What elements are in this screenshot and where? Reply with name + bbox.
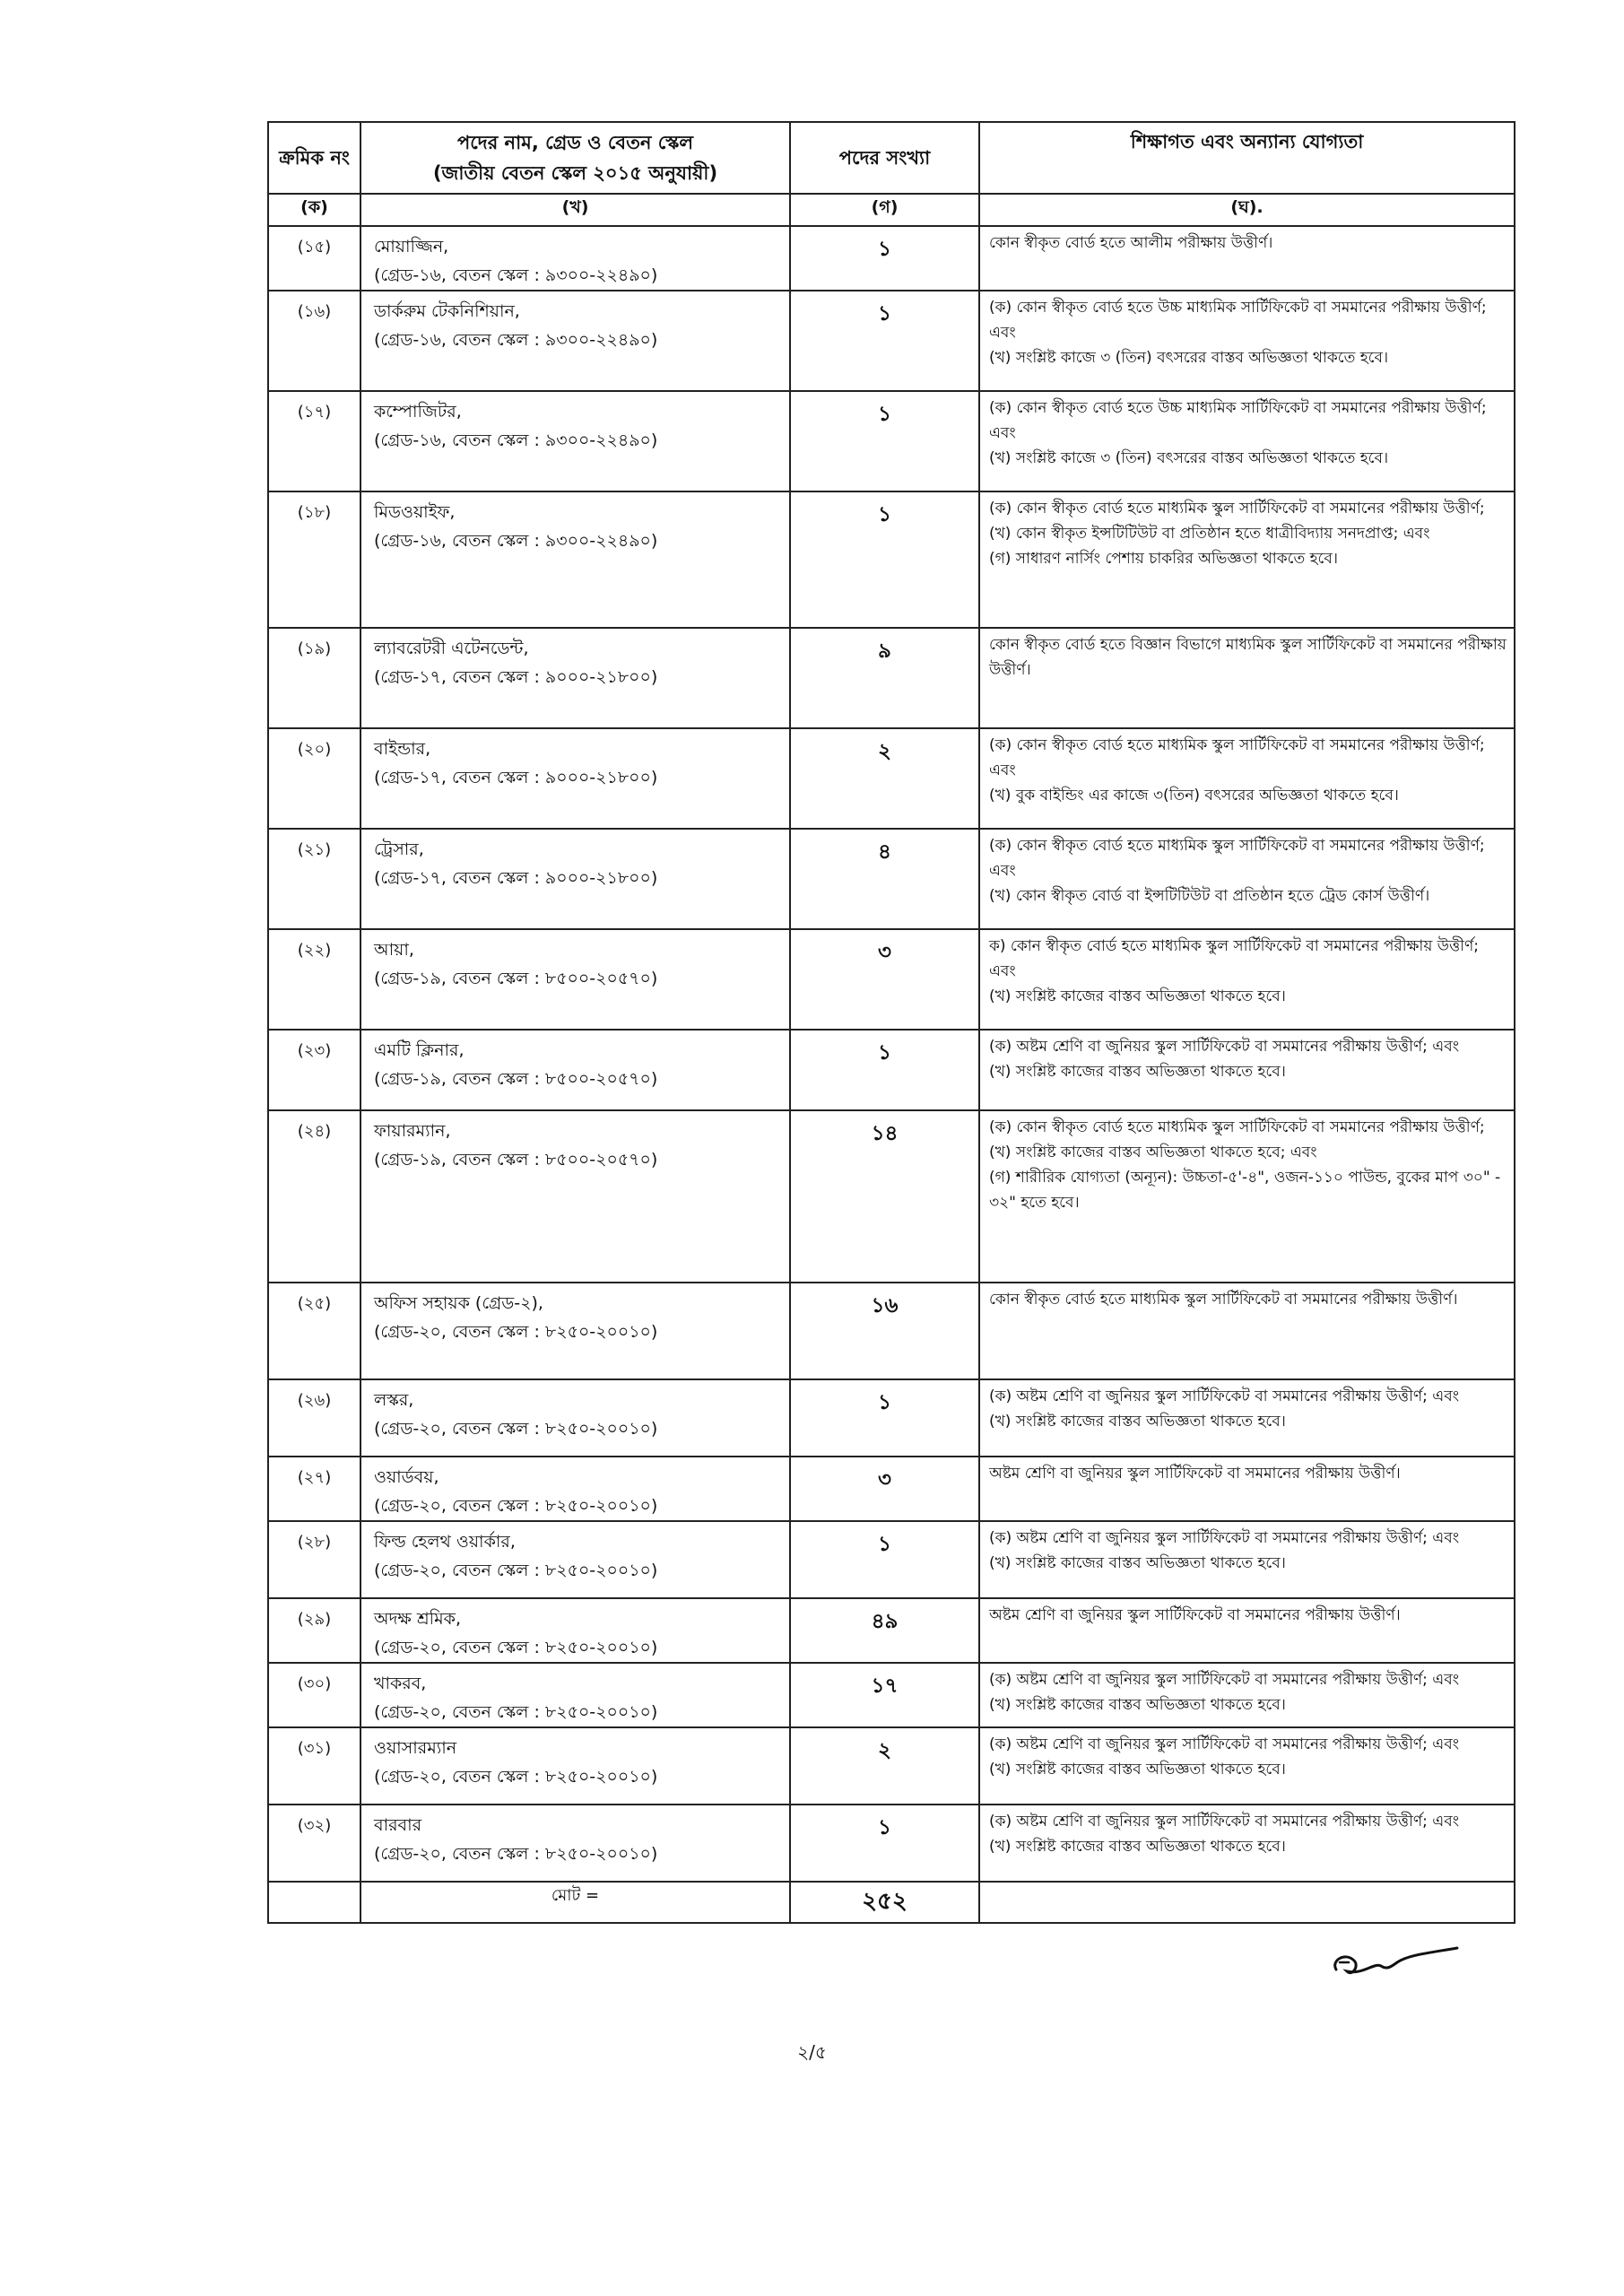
row-serial: (২৩) (268, 1030, 360, 1110)
row-post-count: ৯ (790, 628, 979, 728)
header-count: পদের সংখ্যা (790, 122, 979, 194)
row-pay-scale: (গ্রেড-১৯, বেতন স্কেল : ৮৫০০-২০৫৭০) (374, 969, 658, 988)
row-post-count: ৪ (790, 829, 979, 929)
row-post-cell (360, 929, 790, 1030)
row-post-cell (360, 1379, 790, 1457)
row-post-count: ১ (790, 291, 979, 391)
qualification-line: (খ) সংশ্লিষ্ট কাজের বাস্তব অভিজ্ঞতা থাকতে হবে। (989, 1696, 1286, 1714)
row-qualification (979, 491, 1515, 628)
row-serial: (১৫) (268, 226, 360, 291)
row-serial: (২৪) (268, 1110, 360, 1283)
row-serial: (১৮) (268, 491, 360, 628)
row-post-count: ১ (790, 1379, 979, 1457)
row-post-name: ওয়ার্ডবয়, (374, 1467, 439, 1487)
qualification-line: (খ) সংশ্লিষ্ট কাজের বাস্তব অভিজ্ঞতা থাকতে হবে। (989, 987, 1286, 1005)
row-post-name: অফিস সহায়ক (গ্রেড-২), (374, 1293, 543, 1313)
qualification-line: (খ) কোন স্বীকৃত ইন্সটিটিউট বা প্রতিষ্ঠান হতে ধাত্রীবিদ্যায় সনদপ্রাপ্ত; এবং (989, 525, 1430, 543)
row-post-cell (360, 391, 790, 491)
row-post-cell (360, 291, 790, 391)
row-post-name: লস্কর, (374, 1390, 414, 1410)
row-qualification (979, 728, 1515, 829)
row-post-name: মোয়াজ্জিন, (374, 237, 449, 257)
qualification-line: (ক) অষ্টম শ্রেণি বা জুনিয়র স্কুল সার্টিফিকেট বা সমমানের পরীক্ষায় উত্তীর্ণ; এবং (989, 1813, 1460, 1831)
row-pay-scale: (গ্রেড-২০, বেতন স্কেল : ৮২৫০-২০০১০) (374, 1322, 658, 1342)
row-post-count: ১ (790, 1521, 979, 1598)
table-row (268, 1805, 1515, 1882)
column-letter: (ঘ). (979, 194, 1515, 226)
row-pay-scale: (গ্রেড-১৬, বেতন স্কেল : ৯৩০০-২২৪৯০) (374, 430, 658, 450)
job-vacancy-table (267, 121, 1515, 1924)
page-number: ২/৫ (797, 2041, 827, 2063)
row-qualification (979, 829, 1515, 929)
row-post-cell (360, 628, 790, 728)
header-post (360, 122, 790, 194)
qualification-line: কোন স্বীকৃত বোর্ড হতে বিজ্ঞান বিভাগে মাধ্যমিক স্কুল সার্টিফিকেট বা সমমানের পরীক্ষায় উত্তীর্ণ। (989, 636, 1507, 679)
total-value: ২৫২ (790, 1882, 979, 1923)
row-qualification (979, 1598, 1515, 1663)
row-post-count: ৩ (790, 929, 979, 1030)
row-post-count: ১৬ (790, 1283, 979, 1379)
row-qualification (979, 628, 1515, 728)
header-row (268, 122, 1515, 194)
table-body (268, 226, 1515, 1882)
row-qualification (979, 929, 1515, 1030)
qualification-line: অষ্টম শ্রেণি বা জুনিয়র স্কুল সার্টিফিকেট বা সমমানের পরীক্ষায় উত্তীর্ণ। (989, 1465, 1401, 1483)
row-qualification (979, 1379, 1515, 1457)
table-row (268, 1379, 1515, 1457)
qualification-line: (খ) বুক বাইন্ডিং এর কাজে ৩(তিন) বৎসরের অভিজ্ঞতা থাকতে হবে। (989, 787, 1399, 804)
signature (1327, 1935, 1462, 1989)
row-qualification (979, 1030, 1515, 1110)
table-row (268, 1663, 1515, 1727)
row-qualification (979, 1283, 1515, 1379)
row-post-cell (360, 226, 790, 291)
qualification-line: কোন স্বীকৃত বোর্ড হতে আলীম পরীক্ষায় উত্তীর্ণ। (989, 234, 1273, 252)
table-row (268, 1110, 1515, 1283)
qualification-line: (খ) সংশ্লিষ্ট কাজের বাস্তব অভিজ্ঞতা থাকতে হবে। (989, 1838, 1286, 1856)
table-row (268, 491, 1515, 628)
qualification-line: (ক) কোন স্বীকৃত বোর্ড হতে মাধ্যমিক স্কুল সার্টিফিকেট বা সমমানের পরীক্ষায় উত্তীর্ণ; (989, 500, 1485, 517)
row-post-name: বারবার (374, 1815, 422, 1835)
qualification-line: (ক) কোন স্বীকৃত বোর্ড হতে উচ্চ মাধ্যমিক সার্টিফিকেট বা সমমানের পরীক্ষায় উত্তীর্ণ; এবং (989, 399, 1487, 442)
table-row (268, 291, 1515, 391)
row-post-cell (360, 829, 790, 929)
row-post-name: কম্পোজিটর, (374, 402, 462, 422)
table-row (268, 829, 1515, 929)
qualification-line: (গ) শারীরিক যোগ্যতা (অন্যূন): উচ্চতা-৫'-৪", ওজন-১১০ পাউন্ড, বুকের মাপ ৩০" - ৩২" হতে হবে। (989, 1169, 1501, 1212)
row-qualification (979, 1521, 1515, 1598)
row-post-cell (360, 1030, 790, 1110)
row-post-name: আয়া, (374, 940, 414, 960)
qualification-line: (খ) সংশ্লিষ্ট কাজে ৩ (তিন) বৎসরের বাস্তব অভিজ্ঞতা থাকতে হবে। (989, 349, 1389, 367)
row-serial: (২০) (268, 728, 360, 829)
row-serial: (২৮) (268, 1521, 360, 1598)
row-pay-scale: (গ্রেড-১৯, বেতন স্কেল : ৮৫০০-২০৫৭০) (374, 1150, 658, 1170)
row-post-name: ল্যাবরেটরী এটেনডেন্ট, (374, 639, 529, 658)
table-row (268, 1030, 1515, 1110)
row-post-count: ২ (790, 728, 979, 829)
header-qualification: শিক্ষাগত এবং অন্যান্য যোগ্যতা (979, 122, 1515, 194)
row-post-cell (360, 1521, 790, 1598)
row-post-cell (360, 1805, 790, 1882)
table-row (268, 1283, 1515, 1379)
column-letter: (গ) (790, 194, 979, 226)
row-serial: (২৫) (268, 1283, 360, 1379)
qualification-line: (ক) অষ্টম শ্রেণি বা জুনিয়র স্কুল সার্টিফিকেট বা সমমানের পরীক্ষায় উত্তীর্ণ; এবং (989, 1671, 1460, 1689)
qualification-line: (খ) সংশ্লিষ্ট কাজের বাস্তব অভিজ্ঞতা থাকতে হবে। (989, 1413, 1286, 1431)
qualification-line: (ক) অষ্টম শ্রেণি বা জুনিয়র স্কুল সার্টিফিকেট বা সমমানের পরীক্ষায় উত্তীর্ণ; এবং (989, 1387, 1460, 1405)
row-pay-scale: (গ্রেড-২০, বেতন স্কেল : ৮২৫০-২০০১০) (374, 1638, 658, 1657)
row-pay-scale: (গ্রেড-২০, বেতন স্কেল : ৮২৫০-২০০১০) (374, 1702, 658, 1722)
qualification-line: ক) কোন স্বীকৃত বোর্ড হতে মাধ্যমিক স্কুল সার্টিফিকেট বা সমমানের পরীক্ষায় উত্তীর্ণ; এবং (989, 937, 1480, 980)
row-pay-scale: (গ্রেড-১৬, বেতন স্কেল : ৯৩০০-২২৪৯০) (374, 330, 658, 350)
row-serial: (৩১) (268, 1727, 360, 1805)
total-empty-cell (268, 1882, 360, 1923)
table-row (268, 1598, 1515, 1663)
row-serial: (১৭) (268, 391, 360, 491)
qualification-line: কোন স্বীকৃত বোর্ড হতে মাধ্যমিক স্কুল সার্টিফিকেট বা সমমানের পরীক্ষায় উত্তীর্ণ। (989, 1291, 1458, 1309)
row-serial: (২১) (268, 829, 360, 929)
header-post-title: পদের নাম, গ্রেড ও বেতন স্কেল (456, 132, 694, 153)
qualification-line: (খ) সংশ্লিষ্ট কাজে ৩ (তিন) বৎসরের বাস্তব অভিজ্ঞতা থাকতে হবে। (989, 449, 1389, 467)
row-post-count: ১ (790, 391, 979, 491)
header-serial: ক্রমিক নং (268, 122, 360, 194)
row-pay-scale: (গ্রেড-২০, বেতন স্কেল : ৮২৫০-২০০১০) (374, 1767, 658, 1787)
table-row (268, 1521, 1515, 1598)
row-post-name: ডার্করুম টেকনিশিয়ান, (374, 301, 520, 321)
qualification-line: (খ) কোন স্বীকৃত বোর্ড বা ইন্সটিটিউট বা প্রতিষ্ঠান হতে ট্রেড কোর্স উত্তীর্ণ। (989, 887, 1430, 905)
qualification-line: (ক) কোন স্বীকৃত বোর্ড হতে মাধ্যমিক স্কুল সার্টিফিকেট বা সমমানের পরীক্ষায় উত্তীর্ণ; এবং (989, 736, 1485, 779)
qualification-line: (ক) অষ্টম শ্রেণি বা জুনিয়র স্কুল সার্টিফিকেট বা সমমানের পরীক্ষায় উত্তীর্ণ; এবং (989, 1529, 1460, 1547)
row-post-count: ১৪ (790, 1110, 979, 1283)
qualification-line: অষ্টম শ্রেণি বা জুনিয়র স্কুল সার্টিফিকেট বা সমমানের পরীক্ষায় উত্তীর্ণ। (989, 1606, 1401, 1624)
row-post-count: ১ (790, 1030, 979, 1110)
row-serial: (২৯) (268, 1598, 360, 1663)
row-pay-scale: (গ্রেড-২০, বেতন স্কেল : ৮২৫০-২০০১০) (374, 1561, 658, 1580)
row-pay-scale: (গ্রেড-১৭, বেতন স্কেল : ৯০০০-২১৮০০) (374, 768, 658, 787)
table-row (268, 628, 1515, 728)
row-pay-scale: (গ্রেড-২০, বেতন স্কেল : ৮২৫০-২০০১০) (374, 1496, 658, 1516)
table-row (268, 728, 1515, 829)
row-post-cell (360, 1283, 790, 1379)
row-post-cell (360, 491, 790, 628)
row-post-cell (360, 1457, 790, 1521)
row-pay-scale: (গ্রেড-১৬, বেতন স্কেল : ৯৩০০-২২৪৯০) (374, 265, 658, 285)
row-post-count: ১ (790, 1805, 979, 1882)
row-post-count: ১ (790, 491, 979, 628)
row-post-count: ২ (790, 1727, 979, 1805)
row-qualification (979, 291, 1515, 391)
qualification-line: (ক) অষ্টম শ্রেণি বা জুনিয়র স্কুল সার্টিফিকেট বা সমমানের পরীক্ষায় উত্তীর্ণ; এবং (989, 1038, 1460, 1056)
table-row (268, 1727, 1515, 1805)
row-qualification (979, 226, 1515, 291)
row-post-cell (360, 1110, 790, 1283)
qualification-line: (খ) সংশ্লিষ্ট কাজের বাস্তব অভিজ্ঞতা থাকতে হবে। (989, 1761, 1286, 1779)
total-empty-cell (979, 1882, 1515, 1923)
row-post-count: ১৭ (790, 1663, 979, 1727)
row-pay-scale: (গ্রেড-১৭, বেতন স্কেল : ৯০০০-২১৮০০) (374, 868, 658, 888)
row-post-name: অদক্ষ শ্রমিক, (374, 1609, 461, 1629)
row-pay-scale: (গ্রেড-২০, বেতন স্কেল : ৮২৫০-২০০১০) (374, 1419, 658, 1439)
row-post-cell (360, 1598, 790, 1663)
row-post-name: মিডওয়াইফ, (374, 502, 456, 522)
row-post-name: বাইন্ডার, (374, 739, 431, 759)
row-post-cell (360, 1663, 790, 1727)
row-post-name: ওয়াসারম্যান (374, 1738, 457, 1758)
row-pay-scale: (গ্রেড-১৬, বেতন স্কেল : ৯৩০০-২২৪৯০) (374, 531, 658, 551)
row-post-name: ট্রেসার, (374, 839, 424, 859)
row-qualification (979, 1805, 1515, 1882)
table-row (268, 226, 1515, 291)
qualification-line: (ক) অষ্টম শ্রেণি বা জুনিয়র স্কুল সার্টিফিকেট বা সমমানের পরীক্ষায় উত্তীর্ণ; এবং (989, 1735, 1460, 1753)
row-qualification (979, 391, 1515, 491)
row-qualification (979, 1110, 1515, 1283)
total-row (268, 1882, 1515, 1923)
qualification-line: (খ) সংশ্লিষ্ট কাজের বাস্তব অভিজ্ঞতা থাকতে হবে; এবং (989, 1144, 1317, 1161)
header-post-subtitle: (জাতীয় বেতন স্কেল ২০১৫ অনুযায়ী) (432, 162, 718, 184)
row-post-count: ৩ (790, 1457, 979, 1521)
row-post-cell (360, 728, 790, 829)
row-serial: (২৬) (268, 1379, 360, 1457)
row-qualification (979, 1663, 1515, 1727)
qualification-line: (খ) সংশ্লিষ্ট কাজের বাস্তব অভিজ্ঞতা থাকতে হবে। (989, 1063, 1286, 1081)
row-serial: (৩২) (268, 1805, 360, 1882)
row-post-name: ফায়ারম্যান, (374, 1121, 451, 1141)
qualification-line: (ক) কোন স্বীকৃত বোর্ড হতে মাধ্যমিক স্কুল সার্টিফিকেট বা সমমানের পরীক্ষায় উত্তীর্ণ; (989, 1118, 1485, 1136)
row-post-cell (360, 1727, 790, 1805)
column-letter: (ক) (268, 194, 360, 226)
row-post-count: ১ (790, 226, 979, 291)
column-letter-row (268, 194, 1515, 226)
row-qualification (979, 1457, 1515, 1521)
qualification-line: (ক) কোন স্বীকৃত বোর্ড হতে উচ্চ মাধ্যমিক সার্টিফিকেট বা সমমানের পরীক্ষায় উত্তীর্ণ; এবং (989, 299, 1487, 342)
qualification-line: (খ) সংশ্লিষ্ট কাজের বাস্তব অভিজ্ঞতা থাকতে হবে। (989, 1554, 1286, 1572)
row-serial: (৩০) (268, 1663, 360, 1727)
qualification-line: (গ) সাধারণ নার্সিং পেশায় চাকরির অভিজ্ঞতা থাকতে হবে। (989, 550, 1338, 568)
row-post-name: ফিল্ড হেলথ ওয়ার্কার, (374, 1532, 516, 1552)
table-row (268, 929, 1515, 1030)
row-post-name: খাকরব, (374, 1674, 427, 1693)
total-label: মোট = (360, 1882, 790, 1923)
row-post-count: ৪৯ (790, 1598, 979, 1663)
table-row (268, 391, 1515, 491)
row-serial: (১৯) (268, 628, 360, 728)
column-letter: (খ) (360, 194, 790, 226)
row-serial: (২২) (268, 929, 360, 1030)
row-qualification (979, 1727, 1515, 1805)
row-post-name: এমটি ক্লিনার, (374, 1040, 465, 1060)
table-row (268, 1457, 1515, 1521)
row-pay-scale: (গ্রেড-২০, বেতন স্কেল : ৮২৫০-২০০১০) (374, 1844, 658, 1864)
row-serial: (২৭) (268, 1457, 360, 1521)
qualification-line: (ক) কোন স্বীকৃত বোর্ড হতে মাধ্যমিক স্কুল সার্টিফিকেট বা সমমানের পরীক্ষায় উত্তীর্ণ; এবং (989, 837, 1485, 880)
row-serial: (১৬) (268, 291, 360, 391)
row-pay-scale: (গ্রেড-১৯, বেতন স্কেল : ৮৫০০-২০৫৭০) (374, 1069, 658, 1089)
row-pay-scale: (গ্রেড-১৭, বেতন স্কেল : ৯০০০-২১৮০০) (374, 667, 658, 687)
